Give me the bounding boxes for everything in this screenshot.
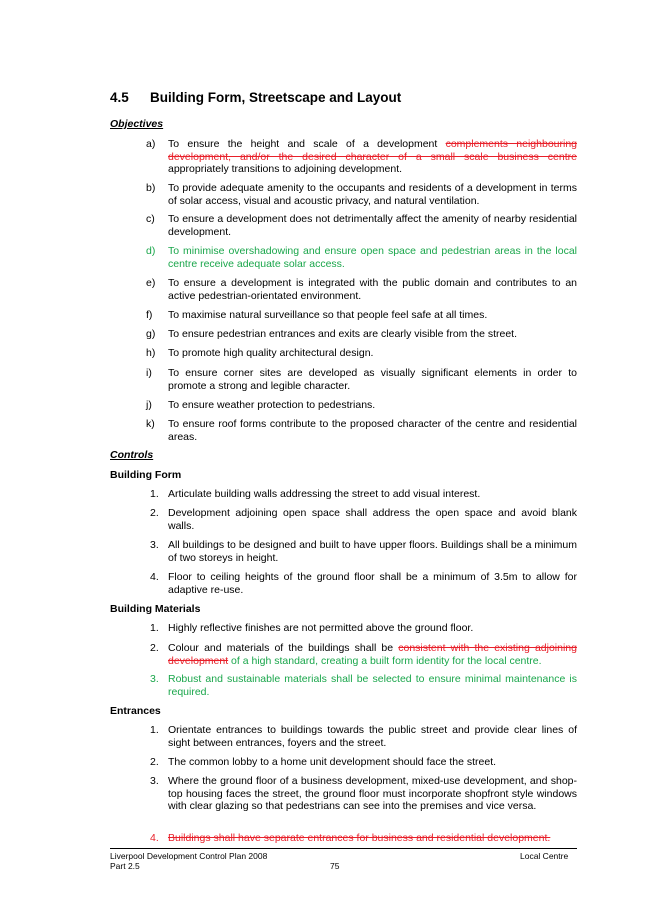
objectives-title: Objectives [110,118,164,130]
section-heading [110,90,401,105]
text: Colour and materials of the buildings shall be [168,642,399,654]
list-marker: g) [146,328,156,340]
list-marker: k) [146,418,155,430]
list-marker: 1. [150,622,159,634]
footer-page-number: 75 [330,861,340,871]
entrances-item-3 [146,775,577,813]
list-marker: 2. [150,756,159,768]
objective-g [146,328,577,341]
building-form-title: Building Form [110,469,182,481]
building-form-item-2 [146,507,577,532]
list-text: Articulate building walls addressing the street to add visual interest. [168,488,481,500]
entrances-item-4 [146,832,577,845]
list-marker: a) [146,138,156,150]
list-text: Highly reflective finishes are not permitted above the ground floor. [168,622,474,634]
building-materials-item-2 [146,642,577,667]
objective-e [146,277,577,302]
objective-b [146,182,577,207]
list-marker: c) [146,213,155,225]
objective-k [146,418,577,443]
objective-c [146,213,577,238]
list-text: Development adjoining open space shall address the open space and avoid blank walls. [168,507,577,532]
list-marker: 4. [150,832,159,844]
list-marker: 3. [150,775,159,787]
list-marker: d) [146,245,156,257]
objective-a [146,138,577,176]
deleted-text: consistent with the existing adjoining development [168,642,577,667]
list-text: To provide adequate amenity to the occupants and residents of a development in terms of solar access, visual and acoustic privacy, and natural ventilation. [168,182,577,207]
list-text: Orientate entrances to buildings towards the public street and provide clear lines of sight between entrances, foyers and the street. [168,724,577,749]
footer-right: Local Centre [520,851,569,861]
building-materials-item-3 [146,673,577,698]
objective-f [146,309,577,322]
list-marker: 2. [150,642,159,654]
building-form-item-1 [146,488,577,501]
building-form-item-4 [146,571,577,596]
deleted-text: complements neighbouring development, and/or the desired character of a small scale business centre [168,138,578,163]
deleted-text: Buildings shall have separate entrances for business and residential development. [168,832,551,844]
footer-doc-title: Liverpool Development Control Plan 2008 [110,851,268,861]
text: appropriately transitions to adjoining development. [168,163,403,175]
building-materials-item-1 [146,622,577,635]
list-marker: i) [146,367,152,379]
list-text: To promote high quality architectural design. [168,347,374,359]
footer-rule [110,848,577,849]
list-text: To ensure corner sites are developed as visually significant elements in order to promote a strong and legible character. [168,367,577,392]
controls-title: Controls [110,449,154,461]
list-marker: h) [146,347,156,359]
list-text: Where the ground floor of a business development, mixed-use development, and shop-top housing faces the street, the ground floor must incorporate shopfront style windows with clear glazing so that pedestrians can see into the premises and vice versa. [168,775,577,812]
list-marker: 3. [150,539,159,551]
list-marker: b) [146,182,156,194]
inserted-text: To minimise overshadowing and ensure open space and pedestrian areas in the local centre receive adequate solar access. [168,245,577,270]
list-marker: 4. [150,571,159,583]
list-text: To ensure roof forms contribute to the proposed character of the centre and residential areas. [168,418,577,443]
section-title: Building Form, Streetscape and Layout [150,90,402,105]
list-text: To ensure a development is integrated with the public domain and contributes to an active pedestrian-orientated environment. [168,277,577,302]
inserted-text: of a high standard, creating a built form identity for the local centre. [228,654,542,667]
footer-left [110,851,267,871]
list-marker: 1. [150,724,159,736]
objective-i [146,367,577,392]
list-text: All buildings to be designed and built to have upper floors. Buildings shall be a minimum of two storeys in height. [168,539,577,564]
list-text: To ensure weather protection to pedestrians. [168,399,376,411]
list-text: Floor to ceiling heights of the ground floor shall be a minimum of 3.5m to allow for adaptive re-use. [168,571,577,596]
list-text: To ensure a development does not detrimentally affect the amenity of nearby residential development. [168,213,577,238]
objective-d [146,245,577,270]
text: To ensure the height and scale of a development [168,138,446,150]
objective-j [146,399,577,412]
inserted-text: Robust and sustainable materials shall be selected to ensure minimal maintenance is required. [168,673,577,698]
building-materials-title: Building Materials [110,603,201,615]
list-marker: 1. [150,488,159,500]
entrances-item-2 [146,756,577,769]
list-text: The common lobby to a home unit development should face the street. [168,756,497,768]
entrances-title: Entrances [110,705,161,717]
section-number: 4.5 [110,90,129,105]
list-marker: j) [146,399,152,411]
list-marker: e) [146,277,156,289]
building-form-item-3 [146,539,577,564]
list-text: To maximise natural surveillance so that people feel safe at all times. [168,309,488,321]
list-marker: f) [146,309,153,321]
objective-h [146,347,577,360]
list-marker: 3. [150,673,159,685]
list-marker: 2. [150,507,159,519]
footer-part: Part 2.5 [110,861,140,871]
list-text: To ensure pedestrian entrances and exits are clearly visible from the street. [168,328,518,340]
entrances-item-1 [146,724,577,749]
